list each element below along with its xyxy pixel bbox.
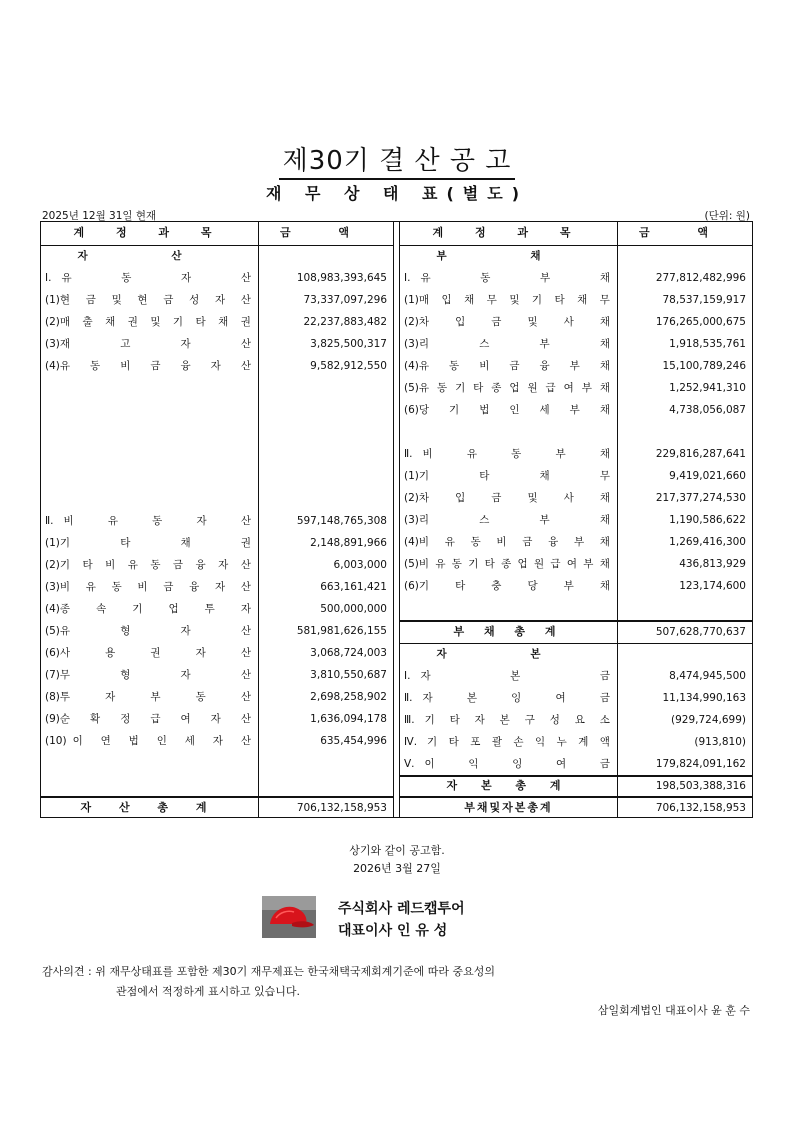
- account-amount: 179,824,091,162: [655, 758, 746, 770]
- equity-section-title: 자 본: [436, 648, 581, 660]
- account-amount: 73,337,097,296: [303, 294, 387, 306]
- notice-text: 상기와 같이 공고함.: [349, 844, 445, 857]
- account-amount: 635,454,996: [320, 735, 387, 747]
- liabilities-section-title: 부 채: [436, 250, 581, 262]
- account-name: Ⅱ. 비 유 동 자 산: [45, 515, 251, 527]
- account-name: (4) 종 속 기 업 투 자: [45, 603, 251, 615]
- table-row: [41, 532, 393, 554]
- equity-total-row: 자 본 총 계 198,503,388,316: [446, 779, 746, 792]
- table-row: [41, 576, 393, 598]
- account-amount: 78,537,159,917: [662, 294, 746, 306]
- table-row: [41, 598, 393, 620]
- account-amount: 1,252,941,310: [669, 382, 746, 394]
- account-amount: 597,148,765,308: [296, 515, 387, 527]
- account-name: (8) 투 자 부 동 산: [45, 691, 251, 703]
- account-amount: 8,474,945,500: [669, 670, 746, 682]
- account-amount: 3,810,550,687: [310, 669, 387, 681]
- account-name: Ⅱ. 자 본 잉 여 금: [404, 692, 610, 704]
- table-row: [41, 355, 393, 377]
- account-name: (5) 유 형 자 산: [45, 625, 251, 637]
- account-amount: 1,269,416,300: [669, 536, 746, 548]
- assets-total-row: 자 산 총 계 706,132,158,953: [80, 801, 387, 814]
- table-row: [400, 289, 752, 311]
- table-row: [41, 620, 393, 642]
- amount-header: 금 액: [638, 226, 731, 239]
- table-row: [41, 730, 393, 752]
- table-row: [400, 399, 752, 421]
- table-row: [400, 267, 752, 289]
- account-name: (6) 당 기 법 인 세 부 채: [404, 404, 610, 416]
- account-name: Ⅲ. 기 타 자 본 구 성 요 소: [404, 714, 610, 726]
- liabilities-equity-total-row: 부채및자본총계 706,132,158,953: [464, 801, 746, 814]
- table-row: [400, 753, 752, 775]
- account-amount: 108,983,393,645: [296, 272, 387, 284]
- table-row: [400, 687, 752, 709]
- account-name: (1) 현 금 및 현 금 성 자 산: [45, 294, 251, 306]
- account-amount: (913,810): [694, 736, 746, 748]
- assets-section-title: 자 산: [77, 250, 222, 262]
- account-name: Ⅰ. 자 본 금: [404, 670, 610, 682]
- account-header: 계 정 과 목: [73, 226, 226, 239]
- table-row: [400, 731, 752, 753]
- account-amount: 277,812,482,996: [655, 272, 746, 284]
- table-row: [41, 554, 393, 576]
- account-amount: 2,698,258,902: [310, 691, 387, 703]
- table-row: [400, 355, 752, 377]
- as-of-date: 2025년 12월 31일 현재: [42, 210, 157, 222]
- table-row: [41, 289, 393, 311]
- table-row: [400, 709, 752, 731]
- table-row: [41, 510, 393, 532]
- account-name: (10) 이 연 법 인 세 자 산: [45, 735, 251, 747]
- account-amount: 9,582,912,550: [310, 360, 387, 372]
- account-amount: 4,738,056,087: [669, 404, 746, 416]
- account-amount: 11,134,990,163: [662, 692, 746, 704]
- table-row: [41, 311, 393, 333]
- account-amount: 22,237,883,482: [303, 316, 387, 328]
- account-name: (4) 유 동 비 금 융 자 산: [45, 360, 251, 372]
- table-row: [400, 665, 752, 687]
- table-row: [41, 664, 393, 686]
- account-name: Ⅱ. 비 유 동 부 채: [404, 448, 610, 460]
- account-amount: 217,377,274,530: [655, 492, 746, 504]
- assets-column: [41, 222, 393, 817]
- account-amount: 3,825,500,317: [310, 338, 387, 350]
- account-amount: (929,724,699): [671, 714, 746, 726]
- table-row: [400, 333, 752, 355]
- account-name: (4) 비 유 동 비 금 융 부 채: [404, 536, 610, 548]
- table-row: [400, 509, 752, 531]
- red-cap-logo-icon: [262, 896, 316, 938]
- account-name: (3) 리 스 부 채: [404, 514, 610, 526]
- header-row: [41, 222, 393, 244]
- liabilities-total-row: 부 채 총 계 507,628,770,637: [453, 625, 746, 638]
- account-amount: 1,190,586,622: [669, 514, 746, 526]
- table-row: [400, 553, 752, 575]
- account-name: (9) 순 확 정 급 여 자 산: [45, 713, 251, 725]
- company-name: 주식회사 레드캡투어: [338, 901, 465, 917]
- account-amount: 9,419,021,660: [669, 470, 746, 482]
- table-row: [400, 443, 752, 465]
- account-amount: 3,068,724,003: [310, 647, 387, 659]
- account-header: 계 정 과 목: [432, 226, 585, 239]
- account-name: (3) 리 스 부 채: [404, 338, 610, 350]
- account-name: (2) 매 출 채 권 및 기 타 채 권: [45, 316, 251, 328]
- account-name: Ⅰ. 유 동 자 산: [45, 272, 251, 284]
- account-amount: 1,918,535,761: [669, 338, 746, 350]
- account-name: (2) 기 타 비 유 동 금 융 자 산: [45, 559, 251, 571]
- statement-title: 재 무 상 태 표(별도): [265, 184, 529, 203]
- page-title: 제30기 결 산 공 고: [0, 140, 794, 177]
- account-name: (1) 기 타 채 권: [45, 537, 251, 549]
- auditor-signature: 삼일회계법인 대표이사 윤 훈 수: [597, 1004, 750, 1017]
- table-row: [400, 575, 752, 597]
- unit-label: (단위: 원): [704, 210, 750, 222]
- account-name: (5) 유 동 기 타 종 업 원 급 여 부 채: [404, 382, 610, 394]
- account-amount: 663,161,421: [320, 581, 387, 593]
- account-amount: 581,981,626,155: [296, 625, 387, 637]
- audit-opinion: 감사의견 : 위 재무상태표를 포함한 제30기 재무제표는 한국채택국제회계기준에 따라 중요성의 관점에서 적정하게 표시하고 있습니다.: [42, 965, 495, 998]
- account-name: (5) 비 유 동 기 타 종 업 원 급 여 부 채: [404, 558, 610, 570]
- table-row: [41, 686, 393, 708]
- account-amount: 176,265,000,675: [655, 316, 746, 328]
- account-amount: 15,100,789,246: [662, 360, 746, 372]
- account-name: (4) 유 동 비 금 융 부 채: [404, 360, 610, 372]
- account-name: Ⅰ. 유 동 부 채: [404, 272, 610, 284]
- account-amount: 1,636,094,178: [310, 713, 387, 725]
- account-name: (1) 기 타 채 무: [404, 470, 610, 482]
- account-name: (1) 매 입 채 무 및 기 타 채 무: [404, 294, 610, 306]
- account-name: (7) 무 형 자 산: [45, 669, 251, 681]
- table-row: [400, 311, 752, 333]
- balance-sheet-table: [40, 221, 753, 818]
- account-name: (6) 사 용 권 자 산: [45, 647, 251, 659]
- account-name: (2) 차 입 금 및 사 채: [404, 316, 610, 328]
- table-row: [400, 377, 752, 399]
- account-amount: 436,813,929: [679, 558, 746, 570]
- account-amount: 123,174,600: [679, 580, 746, 592]
- account-name: Ⅳ. 기 타 포 괄 손 익 누 계 액: [404, 736, 610, 748]
- account-name: (6) 기 타 충 당 부 채: [404, 580, 610, 592]
- amount-header: 금 액: [279, 226, 372, 239]
- account-amount: 500,000,000: [320, 603, 387, 615]
- table-row: [400, 531, 752, 553]
- account-amount: 229,816,287,641: [655, 448, 746, 460]
- table-row: [400, 487, 752, 509]
- table-row: [41, 642, 393, 664]
- table-row: [41, 708, 393, 730]
- account-name: (2) 차 입 금 및 사 채: [404, 492, 610, 504]
- table-row: [41, 267, 393, 289]
- liabilities-equity-column: [400, 222, 752, 817]
- ceo-name: 대표이사 인 유 성: [338, 923, 448, 939]
- table-row: [400, 465, 752, 487]
- account-name: (3) 비 유 동 비 금 융 자 산: [45, 581, 251, 593]
- header-row: [400, 222, 752, 244]
- table-row: [41, 333, 393, 355]
- account-name: Ⅴ. 이 익 잉 여 금: [404, 758, 610, 770]
- account-amount: 2,148,891,966: [310, 537, 387, 549]
- notice-date: 2026년 3월 27일: [353, 862, 441, 875]
- account-name: (3) 재 고 자 산: [45, 338, 251, 350]
- account-amount: 6,003,000: [333, 559, 387, 571]
